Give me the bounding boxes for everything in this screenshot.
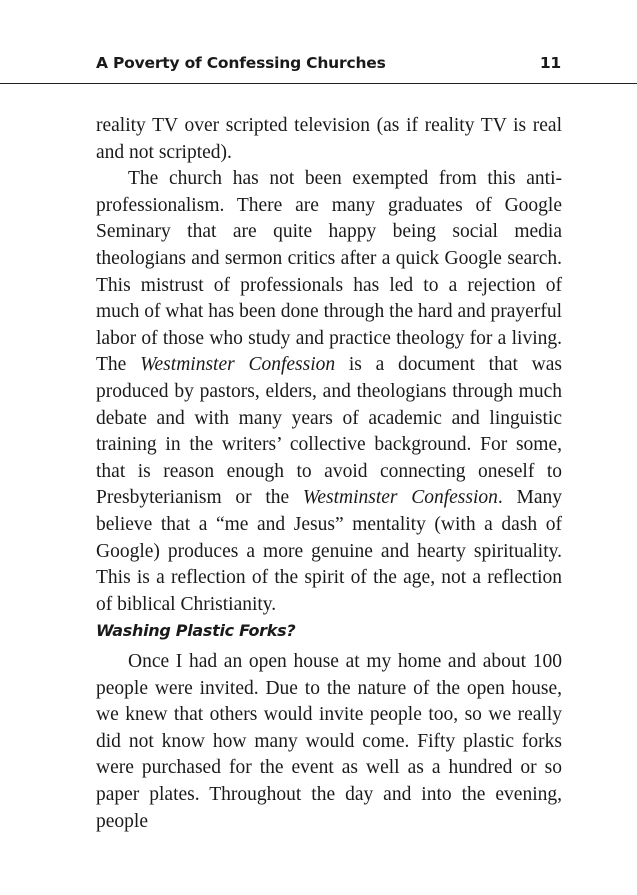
- running-title: A Poverty of Confessing Churches: [96, 54, 386, 72]
- body-text-section-2: [96, 649, 562, 835]
- paragraph-continued: reality TV over scripted television (as if reality TV is real and not scripted).: [96, 115, 562, 163]
- paragraph-text: . Many believe that a “me and Jesus” mentality (with a dash of Google) produces a more genuine and hearty spirituality. This is a reflection of the spirit of the age, not a reflection of biblical Christianity.: [96, 487, 562, 615]
- header-rule: [0, 83, 637, 84]
- italic-title: Westminster Confession: [302, 487, 498, 509]
- paragraph-open-house: Once I had an open house at my home and about 100 people were invited. Due to the nature of the open house, we knew that others would invite people too, so we really did not know how many would come. Fifty plastic forks were purchased for the event as well as a hundred or so paper plates. Throughout the day and into the evening, people: [96, 651, 562, 832]
- section-heading: Washing Plastic Forks?: [96, 621, 296, 640]
- body-text-section-1: [96, 113, 562, 618]
- paragraph-text: The church has not been exempted from this anti-professionalism. There are many graduates of Google Seminary that are quite happy being social media theologians and sermon critics after a quick Google search. This mistrust of professionals has led to a rejection of much of what has been done through the hard and prayerful labor of those who study and practice theology for a living. The: [96, 168, 562, 376]
- italic-title: Westminster Confession: [140, 354, 336, 376]
- page-number: 11: [539, 54, 561, 72]
- running-head: [96, 54, 561, 76]
- paragraph-anti-professionalism: [96, 166, 562, 618]
- paragraph-text: is a document that was produced by pastors, elders, and theologians through much debate and with many years of academic and linguistic training in the writers’ collective background. For some, that is reason enough to avoid connecting oneself to Presbyterianism or the: [96, 354, 562, 509]
